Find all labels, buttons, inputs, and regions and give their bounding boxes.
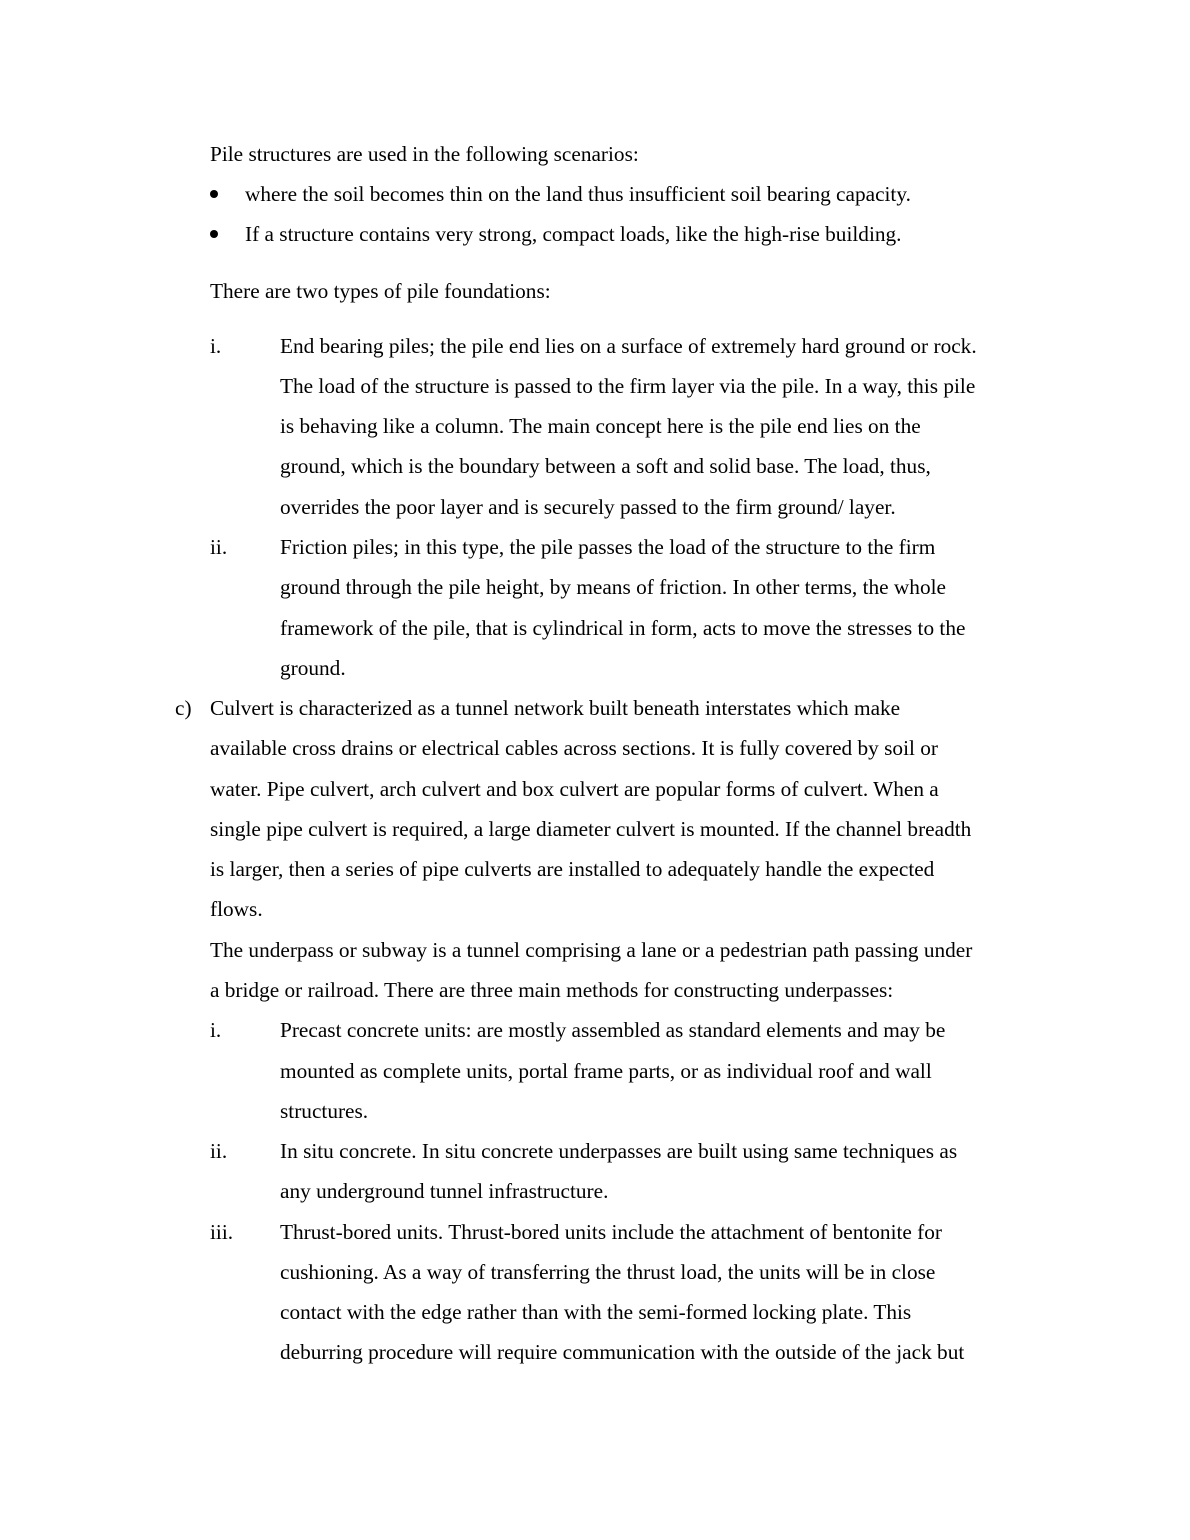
underpass-method-line: Precast concrete units: are mostly assembled as standard elements and may be bbox=[280, 1018, 946, 1042]
pile-type-line: The load of the structure is passed to the firm layer via the pile. In a way, this pile bbox=[280, 374, 976, 398]
section-marker: c) bbox=[175, 696, 192, 720]
culvert-line: flows. bbox=[210, 897, 263, 921]
list-marker: i. bbox=[210, 334, 222, 358]
pile-type-line: ground. bbox=[280, 656, 346, 680]
pile-type-line: ground through the pile height, by means of friction. In other terms, the whole bbox=[280, 575, 946, 599]
underpass-method-line: In situ concrete. In situ concrete underpasses are built using same techniques as bbox=[280, 1139, 958, 1163]
underpass-method-line: Thrust-bored units. Thrust-bored units include the attachment of bentonite for bbox=[280, 1220, 943, 1244]
scenario-item: If a structure contains very strong, compact loads, like the high-rise building. bbox=[245, 222, 902, 246]
underpass-method-line: contact with the edge rather than with the semi-formed locking plate. This bbox=[280, 1300, 912, 1324]
list-marker: ii. bbox=[210, 535, 228, 559]
pile-type-line: End bearing piles; the pile end lies on a surface of extremely hard ground or rock. bbox=[280, 334, 977, 358]
culvert-line: available cross drains or electrical cables across sections. It is fully covered by soil or bbox=[210, 736, 938, 760]
scenario-item: where the soil becomes thin on the land thus insufficient soil bearing capacity. bbox=[245, 182, 911, 206]
pile-type-line: Friction piles; in this type, the pile passes the load of the structure to the firm bbox=[280, 535, 936, 559]
underpass-method-line: structures. bbox=[280, 1099, 369, 1123]
bullet-icon bbox=[210, 190, 218, 198]
culvert-line: single pipe culvert is required, a large diameter culvert is mounted. If the channel breadth bbox=[210, 817, 972, 841]
types-intro: There are two types of pile foundations: bbox=[210, 279, 551, 303]
culvert-line: water. Pipe culvert, arch culvert and box culvert are popular forms of culvert. When a bbox=[210, 777, 939, 801]
pile-type-line: overrides the poor layer and is securely passed to the firm ground/ layer. bbox=[280, 495, 896, 519]
underpass-method-line: deburring procedure will require communication with the outside of the jack but bbox=[280, 1340, 965, 1364]
pile-type-line: is behaving like a column. The main concept here is the pile end lies on the bbox=[280, 414, 921, 438]
underpass-method-line: mounted as complete units, portal frame parts, or as individual roof and wall bbox=[280, 1059, 932, 1083]
underpass-intro-line: a bridge or railroad. There are three main methods for constructing underpasses: bbox=[210, 978, 894, 1002]
scenarios-intro: Pile structures are used in the following scenarios: bbox=[210, 142, 639, 166]
list-marker: ii. bbox=[210, 1139, 228, 1163]
pile-type-line: ground, which is the boundary between a soft and solid base. The load, thus, bbox=[280, 454, 931, 478]
underpass-method-line: any underground tunnel infrastructure. bbox=[280, 1179, 609, 1203]
pile-type-line: framework of the pile, that is cylindrical in form, acts to move the stresses to the bbox=[280, 616, 966, 640]
underpass-method-line: cushioning. As a way of transferring the thrust load, the units will be in close bbox=[280, 1260, 936, 1284]
culvert-line: is larger, then a series of pipe culverts are installed to adequately handle the expected bbox=[210, 857, 935, 881]
list-marker: i. bbox=[210, 1018, 222, 1042]
culvert-line: Culvert is characterized as a tunnel network built beneath interstates which make bbox=[210, 696, 901, 720]
bullet-icon bbox=[210, 230, 218, 238]
underpass-intro-line: The underpass or subway is a tunnel comprising a lane or a pedestrian path passing under bbox=[210, 938, 973, 962]
list-marker: iii. bbox=[210, 1220, 234, 1244]
